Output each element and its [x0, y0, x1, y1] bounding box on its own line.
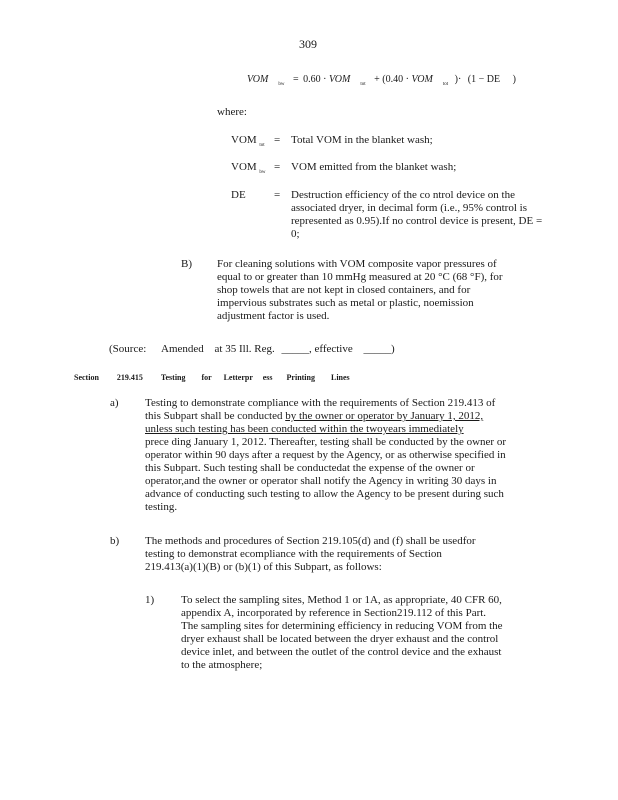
eq-lhs-sub: bw: [278, 82, 285, 87]
term-sub: bw: [259, 170, 266, 175]
para-b1-line: to the atmosphere;: [181, 659, 263, 671]
para-a-label: a): [110, 397, 119, 409]
eq-tail: (1 − DE: [467, 74, 501, 85]
definition-line: Destruction efficiency of the co ntrol device on the: [291, 189, 515, 201]
definition-term-vom-bw: [231, 161, 266, 179]
para-b1-line: dryer exhaust shall be located between the dryer exhaust and the control: [181, 633, 499, 645]
definition-line: represented as 0.95).If no control device is present, DE =: [291, 215, 543, 227]
item-b-line: equal to or greater than 10 mmHg measured at 20 °C (68 °F), for: [217, 271, 503, 283]
source-blank-2: _____: [363, 343, 391, 355]
para-a-text: [145, 397, 506, 514]
section-title-word: Testing: [160, 373, 186, 382]
eq-dot-2: ·: [405, 74, 409, 85]
eq-var-1-sub: tot: [360, 82, 366, 87]
definition-line: Total VOM in the blanket wash;: [291, 134, 433, 146]
term-sub: tot: [259, 143, 265, 148]
item-b-line: adjustment factor is used.: [217, 310, 330, 322]
definition-text-de: [291, 189, 542, 241]
para-b-line: 219.413(a)(1)(B) or (b)(1) of this Subpart, as follows:: [145, 561, 382, 573]
para-b1-line: device inlet, and between the outlet of the control device and the exhaust: [181, 646, 502, 658]
source-effective: , effective: [308, 343, 353, 355]
para-b-line: The methods and procedures of Section 219.105(d) and (f) shall be usedfor: [145, 535, 476, 547]
para-a-line-underlined: by the owner or operator by January 1, 2012,: [285, 410, 484, 422]
definition-text-vom-tot: [291, 134, 433, 147]
section-label: Section: [74, 373, 99, 382]
eq-var-2-sub: tot: [442, 82, 449, 87]
para-b1-line: The sampling sites for determining efficiency in reducing VOM from the: [181, 620, 503, 632]
section-title-word: Letterpr: [223, 373, 253, 382]
definition-text-vom-bw: [291, 161, 456, 174]
para-b1-text: [181, 594, 503, 672]
eq-plus: +: [374, 74, 380, 85]
para-a-line: this Subpart. Such testing shall be conductedat the expense of the owner or: [145, 462, 475, 474]
para-a-line: testing.: [145, 501, 178, 513]
definition-term-de: DE: [231, 189, 246, 201]
item-b-line: impervious substrates such as metal or plastic, noemission: [217, 297, 474, 309]
item-b-line: For cleaning solutions with VOM composite vapor pressures of: [217, 258, 497, 270]
section-title-word: Printing: [286, 373, 315, 382]
para-b1-label: 1): [145, 594, 155, 606]
source-open: (Source:: [109, 343, 147, 355]
source-reg: at 35 Ill. Reg.: [214, 343, 275, 355]
definition-eq: =: [274, 134, 281, 146]
item-b-label: B): [181, 258, 192, 270]
source-line: [109, 343, 395, 356]
definition-line: VOM emitted from the blanket wash;: [291, 161, 457, 173]
definition-term-vom-tot: [231, 134, 265, 152]
eq-var-1: VOM: [328, 74, 351, 85]
where-label: where:: [217, 106, 247, 118]
para-b-text: [145, 535, 476, 574]
eq-var-2: VOM: [411, 74, 433, 85]
para-b1-line: To select the sampling sites, Method 1 or 1A, as appropriate, 40 CFR 60,: [181, 594, 502, 606]
para-a-line: advance of conducting such testing to allow the Agency to be present during such: [145, 488, 504, 500]
section-heading: [74, 373, 350, 382]
section-title-word: for: [201, 373, 212, 382]
para-a-line: prece ding January 1, 2012. Thereafter, testing shall be conducted by the owner or: [145, 436, 507, 448]
para-a-line-underlined: unless such testing has been conducted within the twoyears immediately: [145, 423, 464, 435]
para-a-line: operator,and the owner or operator shall notify the Agency in writing 30 days in: [145, 475, 497, 487]
term-text: VOM: [231, 134, 257, 146]
para-a-line: Testing to demonstrate compliance with the requirements of Section 219.413 of: [145, 397, 496, 409]
para-b1-line: appendix A, incorporated by reference in Section219.112 of this Part.: [181, 607, 487, 619]
para-a-line: operator within 90 days after a request by the Agency, or as otherwise specified in: [145, 449, 506, 461]
item-b-text: [217, 258, 503, 323]
equation: [247, 74, 516, 87]
definition-line: 0;: [291, 228, 300, 240]
para-b-label: b): [110, 535, 120, 547]
definition-line: associated dryer, in decimal form (i.e., 95% control is: [291, 202, 527, 214]
section-title-word: Lines: [330, 373, 350, 382]
definition-eq: =: [274, 189, 281, 201]
eq-coef-2: (0.40: [382, 74, 404, 85]
para-a-line-plain: this Subpart shall be conducted: [145, 410, 286, 422]
eq-coef-1: 0.60: [303, 74, 321, 85]
eq-close: )·: [454, 74, 462, 85]
eq-end: ): [512, 74, 516, 85]
eq-equals: =: [293, 74, 299, 85]
para-a-line-partial-underline: [145, 410, 506, 423]
term-text: VOM: [231, 161, 257, 173]
definition-eq: =: [274, 161, 281, 173]
item-b-line: shop towels that are not kept in closed containers, and for: [217, 284, 471, 296]
eq-lhs: VOM: [247, 74, 269, 85]
page-number: 309: [299, 37, 317, 51]
eq-dot-1: ·: [323, 74, 327, 85]
source-close: ): [391, 343, 395, 355]
para-b-line: testing to demonstrat ecompliance with the requirements of Section: [145, 548, 442, 560]
source-blank-1: _____: [281, 343, 309, 355]
section-title-word: ess: [262, 373, 273, 382]
section-number: 219.415: [116, 373, 143, 382]
source-amended: Amended: [161, 343, 204, 355]
